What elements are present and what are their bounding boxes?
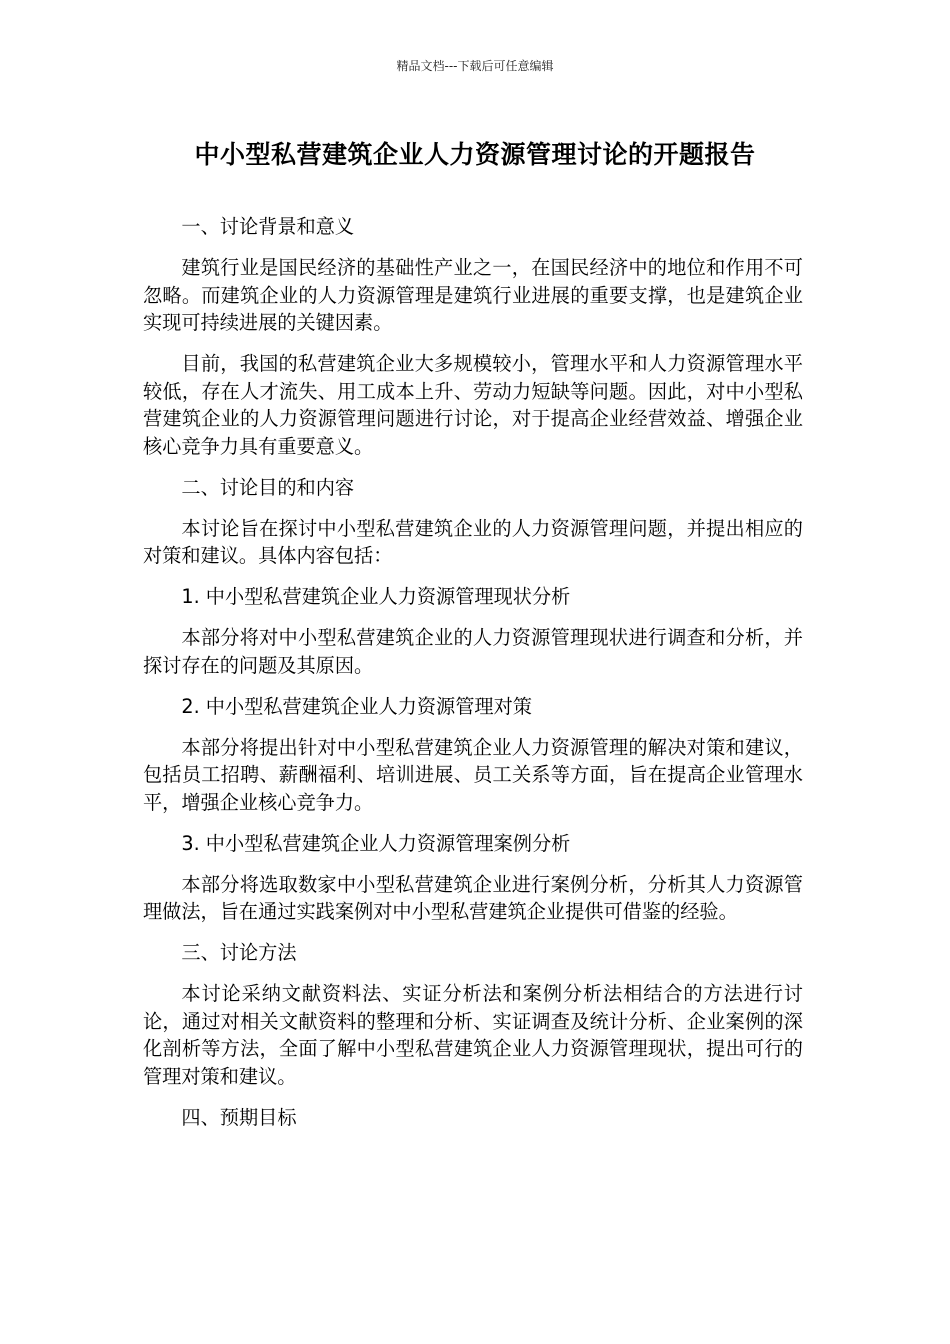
paragraph-countermeasures: 本部分将提出针对中小型私营建筑企业人力资源管理的解决对策和建议，包括员工招聘、薪酬福利、培训进展、员工关系等方面，旨在提高企业管理水平，增强企业核心竞争力。 xyxy=(143,735,803,814)
section-heading-methods: 三、讨论方法 xyxy=(181,941,297,964)
subheading-status-analysis: 1. 中小型私营建筑企业人力资源管理现状分析 xyxy=(181,585,571,608)
subheading-countermeasures: 2. 中小型私营建筑企业人力资源管理对策 xyxy=(181,694,532,718)
paragraph-industry-importance: 建筑行业是国民经济的基础性产业之一，在国民经济中的地位和作用不可忽略。而建筑企业的人力资源管理是建筑行业进展的重要支撑，也是建筑企业实现可持续进展的关键因素。 xyxy=(143,256,803,334)
paragraph-purpose: 本讨论旨在探讨中小型私营建筑企业的人力资源管理问题，并提出相应的对策和建议。具体内容包括： xyxy=(143,516,803,567)
paragraph-case-analysis: 本部分将选取数家中小型私营建筑企业进行案例分析，分析其人力资源管理做法，旨在通过实践案例对中小型私营建筑企业提供可借鉴的经验。 xyxy=(143,872,803,923)
section-heading-expected-goals: 四、预期目标 xyxy=(181,1105,297,1129)
paragraph-current-problems: 目前，我国的私营建筑企业大多规模较小，管理水平和人力资源管理水平较低，存在人才流失、用工成本上升、劳动力短缺等问题。因此，对中小型私营建筑企业的人力资源管理问题进行讨论，对于提高企业经营效益、增强企业核心竞争力具有重要意义。 xyxy=(143,352,803,458)
document-body xyxy=(143,213,803,1145)
section-heading-purpose: 二、讨论目的和内容 xyxy=(181,475,355,499)
document-title: 中小型私营建筑企业人力资源管理讨论的开题报告 xyxy=(194,140,756,169)
paragraph-status-analysis: 本部分将对中小型私营建筑企业的人力资源管理现状进行调查和分析，并探讨存在的问题及其原因。 xyxy=(143,626,803,677)
header-note: 精品文档---下载后可任意编辑 xyxy=(396,59,554,73)
section-heading-background: 一、讨论背景和意义 xyxy=(181,215,355,238)
paragraph-methods: 本讨论采纳文献资料法、实证分析法和案例分析法相结合的方法进行讨论，通过对相关文献资料的整理和分析、实证调查及统计分析、企业案例的深化剖析等方法，全面了解中小型私营建筑企业人力资源管理现状，提出可行的管理对策和建议。 xyxy=(143,982,803,1088)
subheading-case-analysis: 3. 中小型私营建筑企业人力资源管理案例分析 xyxy=(181,831,571,855)
